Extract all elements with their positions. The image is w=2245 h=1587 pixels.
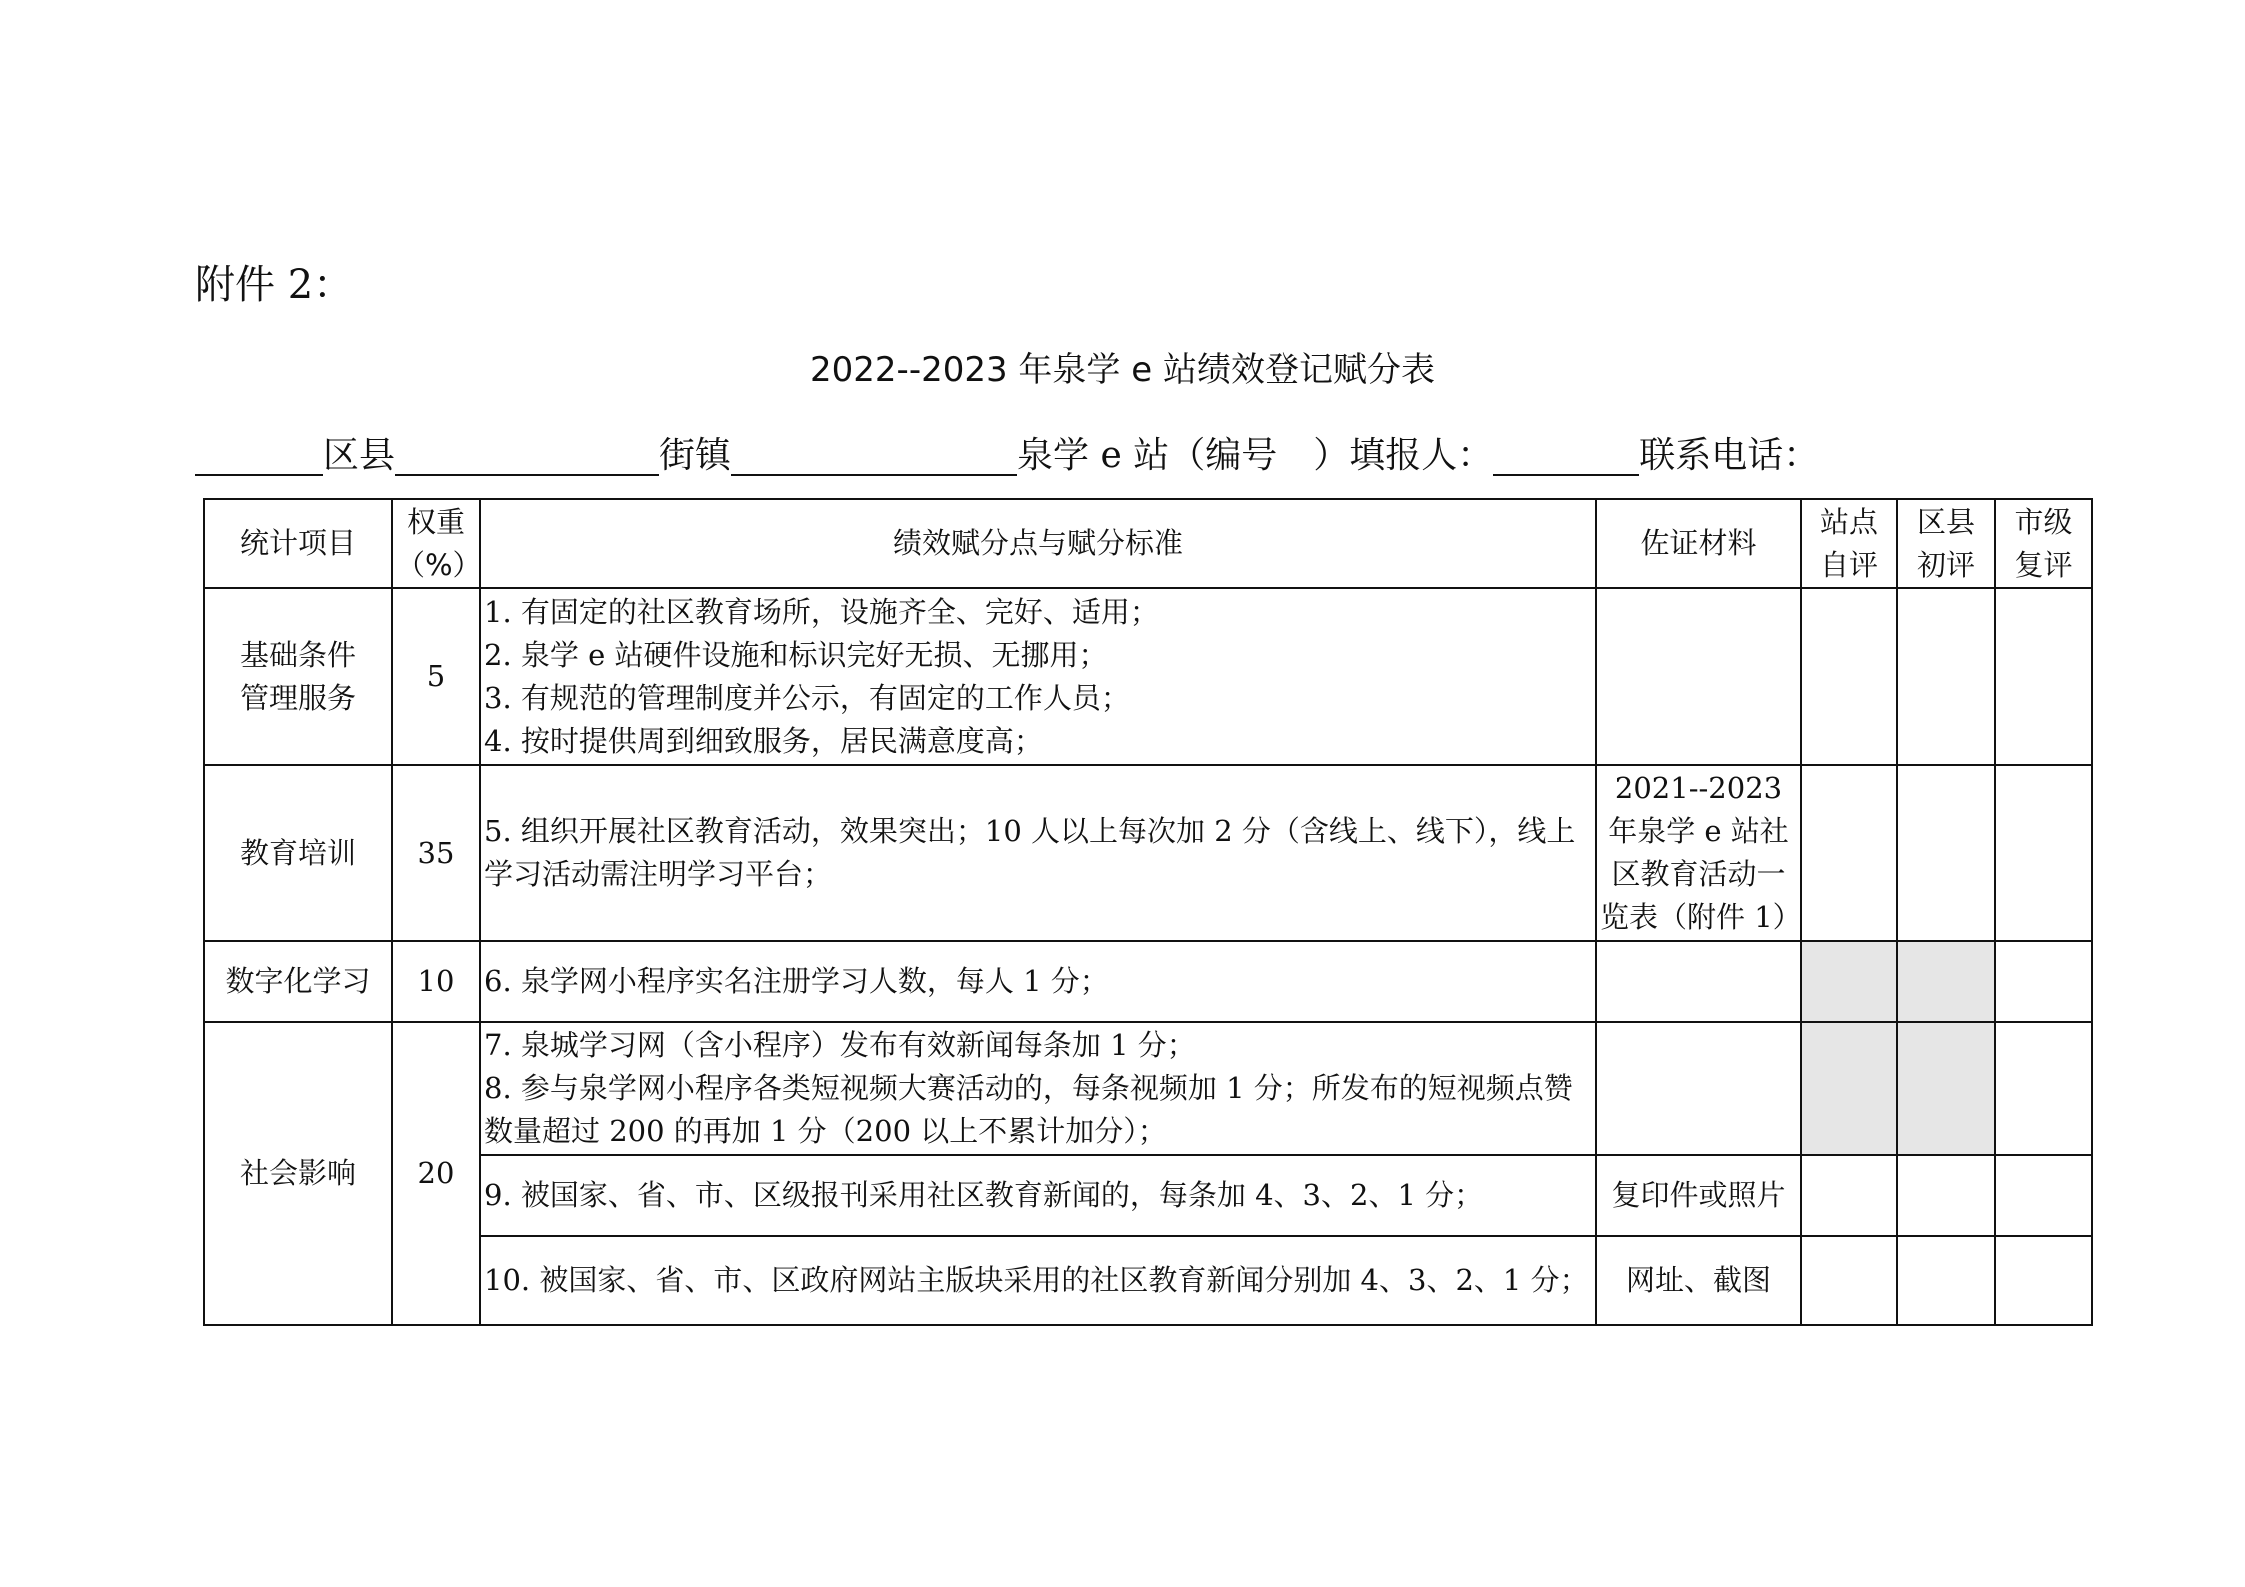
header-district-eval: 区县 初评 — [1897, 499, 1995, 588]
street-label: 街镇 — [659, 435, 732, 476]
row-item: 教育培训 — [204, 765, 392, 941]
row-weight: 20 — [392, 1022, 480, 1325]
table-row — [204, 588, 2092, 765]
row-item: 数字化学习 — [204, 941, 392, 1022]
row-weight: 10 — [392, 941, 480, 1022]
table-row — [204, 765, 2092, 941]
table-row — [204, 941, 2092, 1022]
header-criteria: 绩效赋分点与赋分标准 — [480, 499, 1596, 588]
table-row — [204, 1155, 2092, 1236]
district-blank[interactable] — [195, 430, 323, 476]
city-eval-cell[interactable] — [1995, 941, 2092, 1022]
self-eval-cell[interactable] — [1801, 1236, 1897, 1325]
self-eval-cell[interactable] — [1801, 1155, 1897, 1236]
row-criteria: 1. 有固定的社区教育场所，设施齐全、完好、适用； 2. 泉学 e 站硬件设施和标识完好无损、无挪用； 3. 有规范的管理制度并公示，有固定的工作人员； 4. 按时提供周到细致服务，居民满意度高； — [480, 588, 1596, 765]
row-evidence[interactable] — [1596, 941, 1801, 1022]
district-label: 区县 — [323, 435, 396, 476]
form-header-line — [195, 428, 2095, 484]
row-item: 社会影响 — [204, 1022, 392, 1325]
row-evidence: 复印件或照片 — [1596, 1155, 1801, 1236]
city-eval-cell[interactable] — [1995, 765, 2092, 941]
district-eval-cell-shaded — [1897, 941, 1995, 1022]
station-name-blank[interactable] — [731, 430, 1017, 476]
page-title: 2022--2023 年泉学 e 站绩效登记赋分表 — [810, 350, 1435, 390]
city-eval-cell[interactable] — [1995, 1236, 2092, 1325]
row-weight: 5 — [392, 588, 480, 765]
contact-label: 联系电话： — [1639, 435, 1820, 476]
self-eval-cell[interactable] — [1801, 765, 1897, 941]
station-label: 泉学 e 站（编号 ）填报人： — [1017, 435, 1494, 476]
table-row — [204, 1236, 2092, 1325]
row-criteria: 6. 泉学网小程序实名注册学习人数，每人 1 分； — [480, 941, 1596, 1022]
header-evidence: 佐证材料 — [1596, 499, 1801, 588]
street-blank[interactable] — [395, 430, 659, 476]
row-item: 基础条件 管理服务 — [204, 588, 392, 765]
header-item: 统计项目 — [204, 499, 392, 588]
score-table — [203, 498, 2093, 1326]
row-criteria: 9. 被国家、省、市、区级报刊采用社区教育新闻的，每条加 4、3、2、1 分； — [480, 1155, 1596, 1236]
district-eval-cell[interactable] — [1897, 1155, 1995, 1236]
table-header-row — [204, 499, 2092, 588]
city-eval-cell[interactable] — [1995, 1022, 2092, 1155]
header-weight: 权重 （%） — [392, 499, 480, 588]
city-eval-cell[interactable] — [1995, 588, 2092, 765]
self-eval-cell-shaded — [1801, 941, 1897, 1022]
row-evidence: 网址、截图 — [1596, 1236, 1801, 1325]
header-self-eval: 站点 自评 — [1801, 499, 1897, 588]
reporter-blank[interactable] — [1493, 430, 1639, 476]
row-evidence: 2021--2023 年泉学 e 站社区教育活动一览表（附件 1） — [1596, 765, 1801, 941]
row-weight: 35 — [392, 765, 480, 941]
district-eval-cell[interactable] — [1897, 1236, 1995, 1325]
row-criteria: 7. 泉城学习网（含小程序）发布有效新闻每条加 1 分； 8. 参与泉学网小程序各类短视频大赛活动的，每条视频加 1 分；所发布的短视频点赞数量超过 200 的再加 1 分（200 以上不累计加分）； — [480, 1022, 1596, 1155]
district-eval-cell[interactable] — [1897, 765, 1995, 941]
district-eval-cell-shaded — [1897, 1022, 1995, 1155]
row-evidence[interactable] — [1596, 1022, 1801, 1155]
city-eval-cell[interactable] — [1995, 1155, 2092, 1236]
row-evidence[interactable] — [1596, 588, 1801, 765]
attachment-label: 附件 2： — [195, 262, 354, 308]
row-criteria: 5. 组织开展社区教育活动，效果突出；10 人以上每次加 2 分（含线上、线下），线上学习活动需注明学习平台； — [480, 765, 1596, 941]
district-eval-cell[interactable] — [1897, 588, 1995, 765]
row-criteria: 10. 被国家、省、市、区政府网站主版块采用的社区教育新闻分别加 4、3、2、1 分； — [480, 1236, 1596, 1325]
header-city-eval: 市级 复评 — [1995, 499, 2092, 588]
table-row — [204, 1022, 2092, 1155]
self-eval-cell-shaded — [1801, 1022, 1897, 1155]
self-eval-cell[interactable] — [1801, 588, 1897, 765]
